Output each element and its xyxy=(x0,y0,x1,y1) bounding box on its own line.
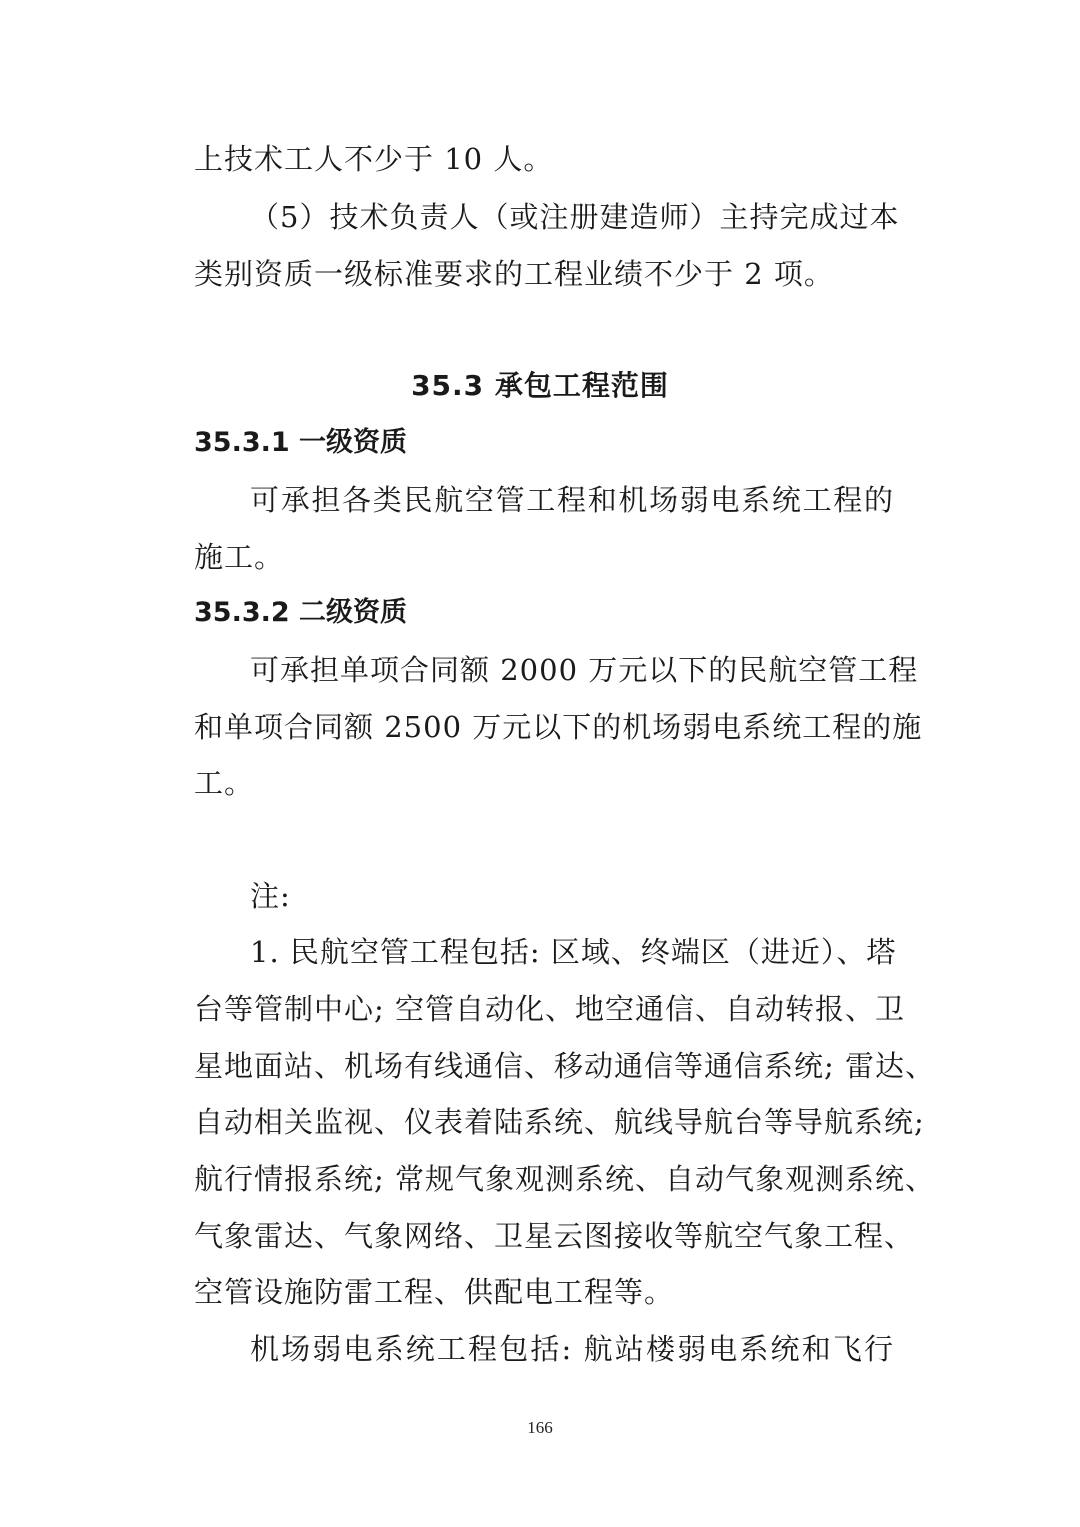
paragraph-line: 可承担单项合同额 2000 万元以下的民航空管工程 xyxy=(250,653,919,687)
note-line: 1. 民航空管工程包括: 区域、终端区（进近）、塔 xyxy=(250,935,897,969)
note-line: 航行情报系统; 常规气象观测系统、自动气象观测系统、 xyxy=(194,1162,935,1196)
note-line: 台等管制中心; 空管自动化、地空通信、自动转报、卫 xyxy=(194,992,905,1026)
paragraph-line: 施工。 xyxy=(194,540,285,574)
page-number: 166 xyxy=(527,1418,553,1437)
paragraph-line: （5）技术负责人（或注册建造师）主持完成过本 xyxy=(250,200,900,234)
paragraph-line: 和单项合同额 2500 万元以下的机场弱电系统工程的施 xyxy=(194,710,923,744)
paragraph-line: 工。 xyxy=(194,766,255,800)
note-line: 气象雷达、气象网络、卫星云图接收等航空气象工程、 xyxy=(194,1219,915,1253)
paragraph-line: 类别资质一级标准要求的工程业绩不少于 2 项。 xyxy=(194,257,834,291)
paragraph-line: 上技术工人不少于 10 人。 xyxy=(194,142,554,176)
subsection-heading: 35.3.1 一级资质 xyxy=(194,427,408,458)
note-line: 星地面站、机场有线通信、移动通信等通信系统; 雷达、 xyxy=(194,1049,935,1083)
note-line: 机场弱电系统工程包括: 航站楼弱电系统和飞行 xyxy=(250,1332,894,1366)
section-heading: 35.3 承包工程范围 xyxy=(411,369,669,402)
note-line: 空管设施防雷工程、供配电工程等。 xyxy=(194,1275,675,1309)
subsection-heading: 35.3.2 二级资质 xyxy=(194,597,408,628)
note-label: 注: xyxy=(250,879,291,913)
note-line: 自动相关监视、仪表着陆系统、航线导航台等导航系统; xyxy=(194,1105,925,1139)
paragraph-line: 可承担各类民航空管工程和机场弱电系统工程的 xyxy=(250,483,894,517)
